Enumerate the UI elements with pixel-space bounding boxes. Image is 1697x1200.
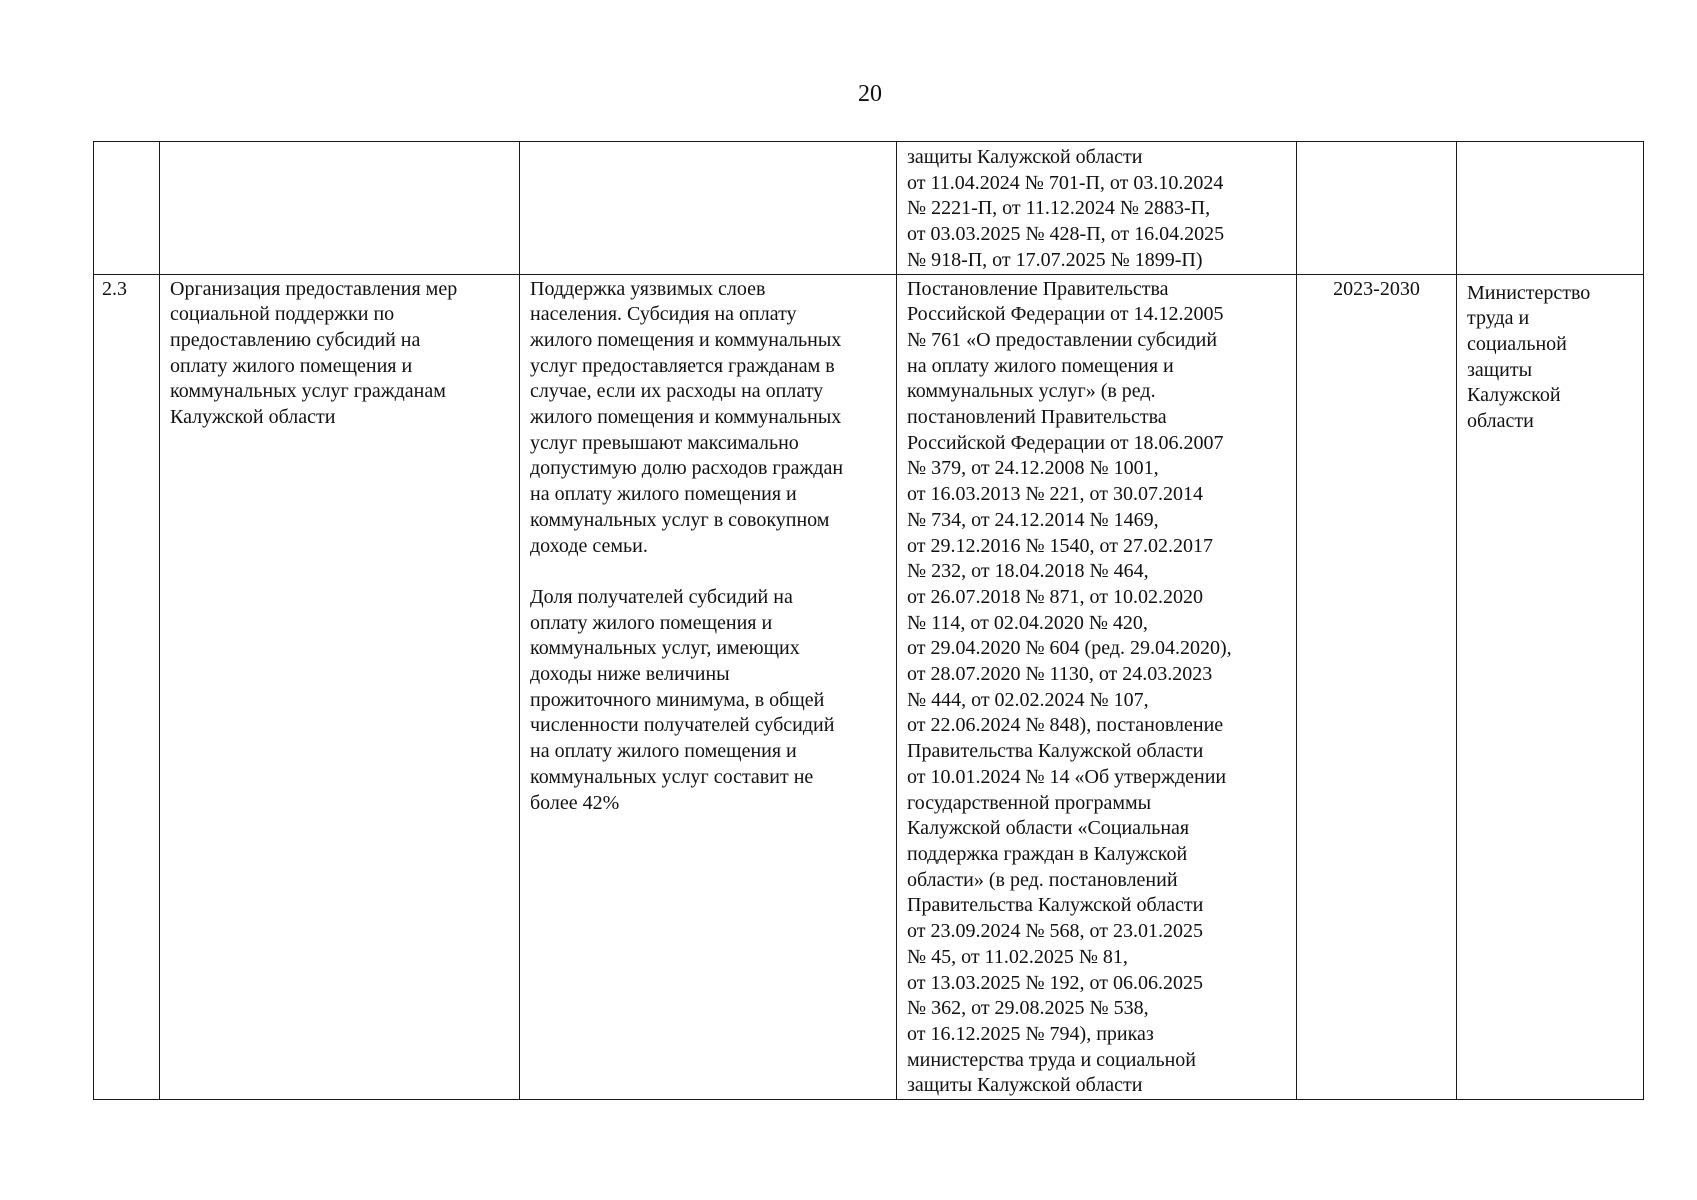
description-paragraph-2: Доля получателей субсидий на оплату жилого помещения и коммунальных услуг, имеющих доходы ниже величины прожиточного минимума, в общей численности получателей субсидий на оплату жилого помещения и коммунальных услуг составит не более 42% xyxy=(530,585,835,814)
measures-table xyxy=(93,141,1644,1100)
cell-legal-basis: Постановление Правительства Российской Федерации от 14.12.2005 № 761 «О предоставлении субсидий на оплату жилого помещения и коммунальных услуг» (в ред. постановлений Правительства Российской Федерации от 18.06.2007 № 379, от 24.12.2008 № 1001, от 16.03.2013 № 221, от 30.07.2014 № 734, от 24.12.2014 № 1469, от 29.12.2016 № 1540, от 27.02.2017 № 232, от 18.04.2018 № 464, от 26.07.2018 № 871, от 10.02.2020 № 114, от 02.04.2020 № 420, от 29.04.2020 № 604 (ред. 29.04.2020), от 28.07.2020 № 1130, от 24.03.2023 № 444, от 02.02.2024 № 107, от 22.06.2024 № 848), постановление Правительства Калужской области от 10.01.2024 № 14 «Об утверждении государственной программы Калужской области «Социальная поддержка граждан в Калужской области» (в ред. постановлений Правительства Калужской области от 23.09.2024 № 568, от 23.01.2025 № 45, от 11.02.2025 № 81, от 13.03.2025 № 192, от 06.06.2025 № 362, от 29.08.2025 № 538, от 16.12.2025 № 794), приказ министерства труда и социальной защиты Калужской области xyxy=(897,274,1297,1100)
cell-legal-basis: защиты Калужской области от 11.04.2024 № 701-П, от 03.10.2024 № 2221-П, от 11.12.2024 № 2883-П, от 03.03.2025 № 428-П, от 16.04.2025 № 918-П, от 17.07.2025 № 1899-П) xyxy=(897,142,1297,275)
cell-measure: Организация предоставления мер социальной поддержки по предоставлению субсидий на оплату жилого помещения и коммунальных услуг гражданам Калужской области xyxy=(160,274,520,1100)
cell-period xyxy=(1297,142,1457,275)
cell-period: 2023-2030 xyxy=(1297,274,1457,1100)
paragraph-gap xyxy=(530,559,886,585)
page-number: 20 xyxy=(858,81,882,107)
cell-measure xyxy=(160,142,520,275)
cell-number xyxy=(94,142,160,275)
cell-responsible xyxy=(1457,142,1644,275)
cell-description xyxy=(520,274,897,1100)
description-paragraph-1: Поддержка уязвимых слоев населения. Субсидия на оплату жилого помещения и коммунальных услуг предоставляется гражданам в случае, если их расходы на оплату жилого помещения и коммунальных услуг превышают максимально допустимую долю расходов граждан на оплату жилого помещения и коммунальных услуг в совокупном доходе семьи. xyxy=(530,277,844,557)
cell-responsible: Министерство труда и социальной защиты Калужской области xyxy=(1457,274,1644,1100)
table-row-continuation xyxy=(94,142,1644,275)
table-row-2-3 xyxy=(94,274,1644,1100)
cell-description xyxy=(520,142,897,275)
cell-number: 2.3 xyxy=(94,274,160,1100)
